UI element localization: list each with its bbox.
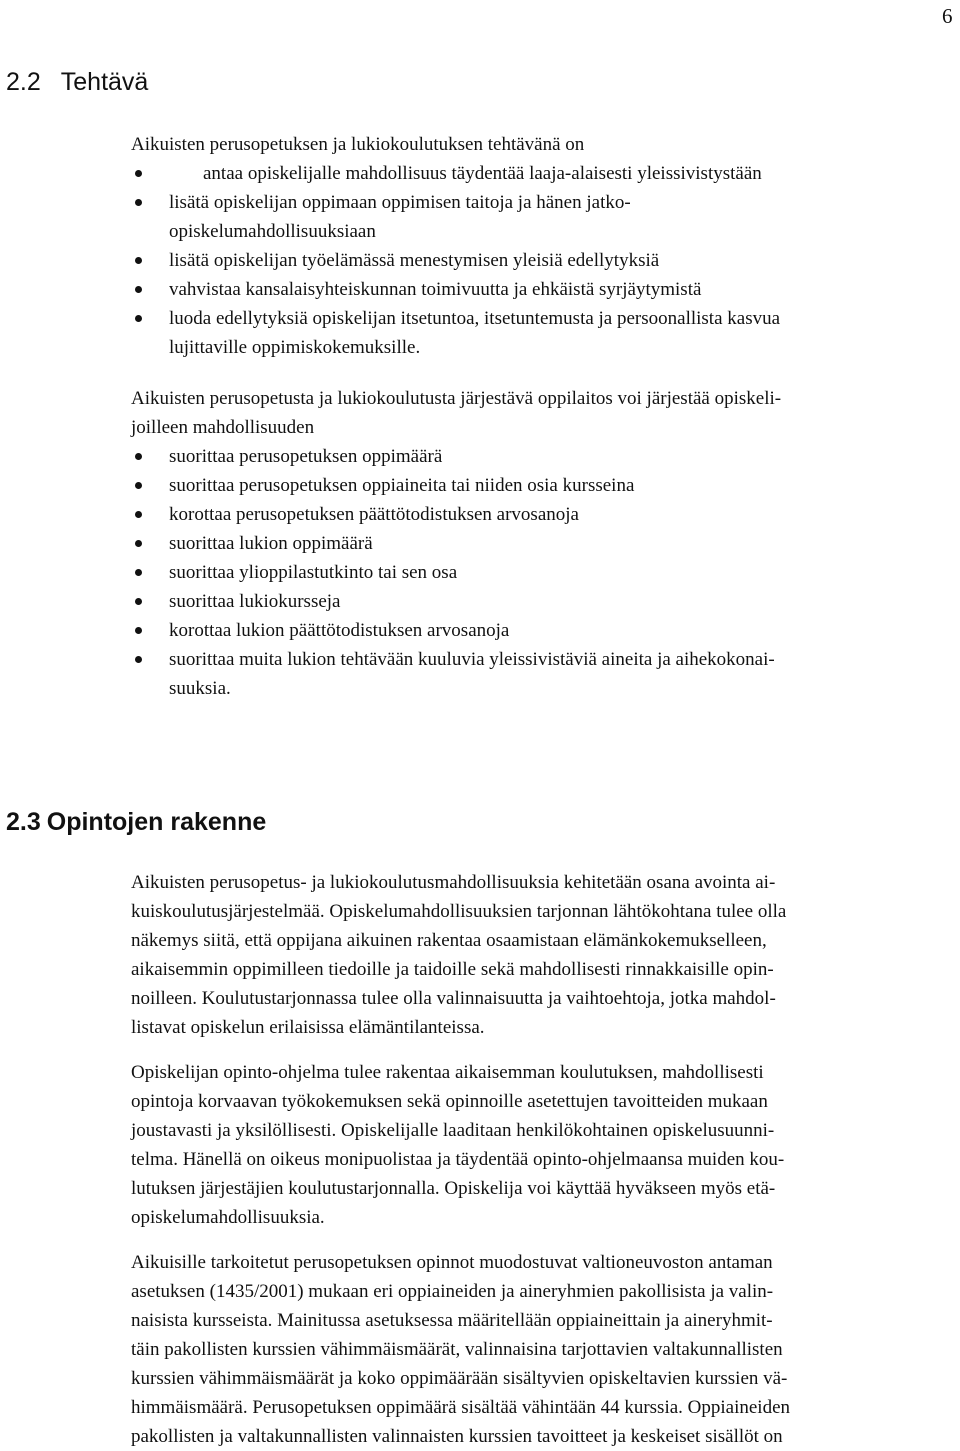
paragraph-line: Aikuisten perusopetus- ja lukiokoulutusmahdollisuuksia kehitetään osana avointa ai- (131, 872, 776, 893)
bullet-icon (135, 453, 142, 460)
bullet-icon (135, 511, 142, 518)
bullet-icon (135, 656, 142, 663)
list-item: suorittaa lukion oppimäärä (131, 529, 951, 558)
bullet-icon (135, 286, 142, 293)
paragraph-line: täin pakollisten kurssien vähimmäismäärät, valinnaisina tarjottavien valtakunnallisten (131, 1339, 783, 1360)
paragraph-line: telma. Hänellä on oikeus monipuolistaa ja täydentää opinto-ohjelmaansa muiden kou- (131, 1149, 785, 1170)
list-item-continuation: opiskelumahdollisuuksiaan (169, 221, 376, 242)
oppilaitos-list-block (131, 384, 951, 703)
section-number: 2.2 (6, 68, 41, 96)
list-item-continuation: lujittaville oppimiskokemuksille. (169, 337, 421, 358)
bullet-icon (135, 482, 142, 489)
bullet-icon (135, 315, 142, 322)
bullet-icon (135, 170, 142, 177)
bullet-icon (135, 257, 142, 264)
section-title: Opintojen rakenne (46, 808, 267, 836)
paragraph-line: himmäismäärä. Perusopetuksen oppimäärä sisältää vähintään 44 kurssia. Oppiaineiden (131, 1397, 791, 1418)
paragraph-line: listavat opiskelun erilaisissa elämäntilanteissa. (131, 1017, 485, 1038)
list-item: luoda edellytyksiä opiskelijan itsetuntoa, itsetuntemusta ja persoonallista kasvua (131, 304, 931, 333)
intro-text: Aikuisten perusopetuksen ja lukiokoulutuksen tehtävänä on (131, 134, 585, 155)
paragraph-line: pakollisten ja valtakunnallisten valinnaisten kurssien tavoitteet ja keskeiset sisällöt on (131, 1426, 783, 1447)
intro-text: Aikuisten perusopetusta ja lukiokoulutusta järjestävä oppilaitos voi järjestää opiskeli- (131, 388, 782, 409)
paragraph-line: Aikuisille tarkoitetut perusopetuksen opinnot muodostuvat valtioneuvoston antaman (131, 1252, 773, 1273)
paragraph-line: joustavasti ja yksilöllisesti. Opiskelijalle laaditaan henkilökohtainen opiskelusuunni- (131, 1120, 775, 1141)
list-item: suorittaa muita lukion tehtävään kuuluvia yleissivistäviä aineita ja aihekokonai- (131, 645, 951, 674)
list-item-continuation: suuksia. (169, 678, 231, 699)
paragraph-line: kurssien vähimmäismäärät ja koko oppimäärään sisältyvien opiskeltavien kurssien vä- (131, 1368, 788, 1389)
bullet-icon (135, 199, 142, 206)
paragraph-1 (131, 868, 941, 1042)
paragraph-line: kuiskoulutusjärjestelmää. Opiskelumahdollisuuksien tarjonnan lähtökohtana tulee olla (131, 901, 787, 922)
paragraph-line: näkemys siitä, että oppijana aikuinen rakentaa osaamistaan elämänkokemukselleen, (131, 930, 767, 951)
section-number: 2.3 (6, 808, 41, 836)
page-number: 6 (942, 4, 953, 28)
list-item: antaa opiskelijalle mahdollisuus täydentää laaja-alaisesti yleissivistystään (131, 159, 931, 188)
bullet-icon (135, 569, 142, 576)
list-item: suorittaa perusopetuksen oppimäärä (131, 442, 951, 471)
bullet-icon (135, 598, 142, 605)
list-item: korottaa lukion päättötodistuksen arvosanoja (131, 616, 951, 645)
list-item: suorittaa ylioppilastutkinto tai sen osa (131, 558, 951, 587)
paragraph-line: noilleen. Koulutustarjonnassa tulee olla valinnaisuutta ja vaihtoehtoja, jotka mahdol- (131, 988, 776, 1009)
section-heading-rakenne (6, 808, 266, 837)
paragraph-line: opintoja korvaavan työkokemuksen sekä opinnoille asetettujen tavoitteiden mukaan (131, 1091, 768, 1112)
list-item: korottaa perusopetuksen päättötodistuksen arvosanoja (131, 500, 951, 529)
tehtava-list-block (131, 130, 931, 362)
paragraph-line: Opiskelijan opinto-ohjelma tulee rakentaa aikaisemman koulutuksen, mahdollisesti (131, 1062, 764, 1083)
paragraph-line: opiskelumahdollisuuksia. (131, 1207, 325, 1228)
section-heading-tehtava (6, 68, 148, 97)
paragraph-line: aikaisemmin oppimilleen tiedoille ja taidoille sekä mahdollisesti rinnakkaisille opin- (131, 959, 774, 980)
paragraph-3 (131, 1248, 941, 1451)
intro-text: joilleen mahdollisuuden (131, 417, 315, 438)
paragraph-line: lutuksen järjestäjien koulutustarjonnalla. Opiskelija voi käyttää hyväkseen myös etä- (131, 1178, 776, 1199)
list-item: lisätä opiskelijan oppimaan oppimisen taitoja ja hänen jatko- (131, 188, 931, 217)
list-item: suorittaa lukiokursseja (131, 587, 951, 616)
paragraph-line: naisista kursseista. Mainitussa asetuksessa määritellään oppiaineittain ja aineryhmit- (131, 1310, 773, 1331)
paragraph-line: asetuksen (1435/2001) mukaan eri oppiaineiden ja aineryhmien pakollisista ja valin- (131, 1281, 774, 1302)
list-item: vahvistaa kansalaisyhteiskunnan toimivuutta ja ehkäistä syrjäytymistä (131, 275, 931, 304)
bullet-icon (135, 627, 142, 634)
paragraph-2 (131, 1058, 941, 1232)
list-item: lisätä opiskelijan työelämässä menestymisen yleisiä edellytyksiä (131, 246, 931, 275)
list-item: suorittaa perusopetuksen oppiaineita tai niiden osia kursseina (131, 471, 951, 500)
bullet-icon (135, 540, 142, 547)
section-title: Tehtävä (60, 68, 149, 96)
